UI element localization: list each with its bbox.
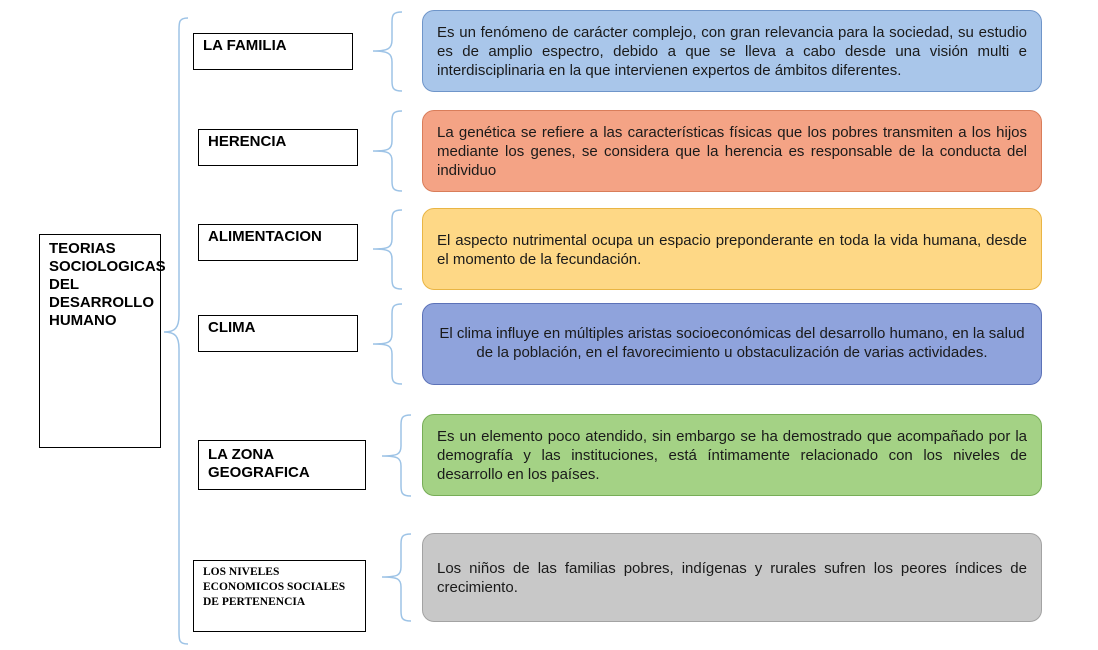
description-box-herencia xyxy=(422,110,1042,192)
branch-box-la-familia xyxy=(193,33,353,70)
brace-la-zona-geografica xyxy=(382,415,411,496)
branch-box-herencia xyxy=(198,129,358,166)
branch-label: HERENCIA xyxy=(208,133,287,150)
branch-box-la-zona-geografica xyxy=(198,440,366,490)
brace-niveles-economicos xyxy=(382,534,411,621)
branch-label: CLIMA xyxy=(208,319,256,336)
description-box-la-familia xyxy=(422,10,1042,92)
branch-label: LA FAMILIA xyxy=(203,37,287,54)
brace-alimentacion xyxy=(373,210,402,289)
branch-label: LA ZONA GEOGRAFICA xyxy=(208,446,310,481)
description-box-alimentacion xyxy=(422,208,1042,290)
brace-clima xyxy=(373,304,402,384)
main-brace xyxy=(164,18,188,644)
description-box-clima xyxy=(422,303,1042,385)
description-text: Los niños de las familias pobres, indígenas y rurales sufren los peores índices de crecimiento. xyxy=(437,560,1027,596)
description-text: La genética se refiere a las características físicas que los pobres transmiten a los hijos mediante los genes, se considera que la herencia es responsable de la conducta del individuo xyxy=(437,124,1027,179)
branch-box-niveles-economicos xyxy=(193,560,366,632)
description-text: Es un fenómeno de carácter complejo, con gran relevancia para la sociedad, su estudio es de amplio espectro, debido a que se lleva a cabo desde una visión multi e interdisciplinaria en la que intervienen expertos de ámbitos diferentes. xyxy=(437,24,1027,79)
description-text: El aspecto nutrimental ocupa un espacio preponderante en toda la vida humana, desde el momento de la fecundación. xyxy=(437,232,1027,268)
root-concept-box xyxy=(39,234,166,448)
description-text: El clima influye en múltiples aristas socioeconómicas del desarrollo humano, en la salud de la población, en el favorecimiento u obstaculización de varias actividades. xyxy=(439,325,1025,361)
description-text: Es un elemento poco atendido, sin embargo se ha demostrado que acompañado por la demografía y las instituciones, está íntimamente relacionado con los niveles de desarrollo en los países. xyxy=(437,428,1027,483)
description-box-la-zona-geografica xyxy=(422,414,1042,496)
branch-label: ALIMENTACION xyxy=(208,228,322,245)
branch-box-alimentacion xyxy=(198,224,358,261)
brace-la-familia xyxy=(373,12,402,91)
branch-label: LOS NIVELES ECONOMICOS SOCIALES DE PERTENENCIA xyxy=(203,566,346,608)
description-box-niveles-economicos xyxy=(422,533,1042,622)
brace-herencia xyxy=(373,111,402,191)
branch-box-clima xyxy=(198,315,358,352)
root-title: TEORIAS SOCIOLOGICAS DEL DESARROLLO HUMANO xyxy=(49,240,166,329)
